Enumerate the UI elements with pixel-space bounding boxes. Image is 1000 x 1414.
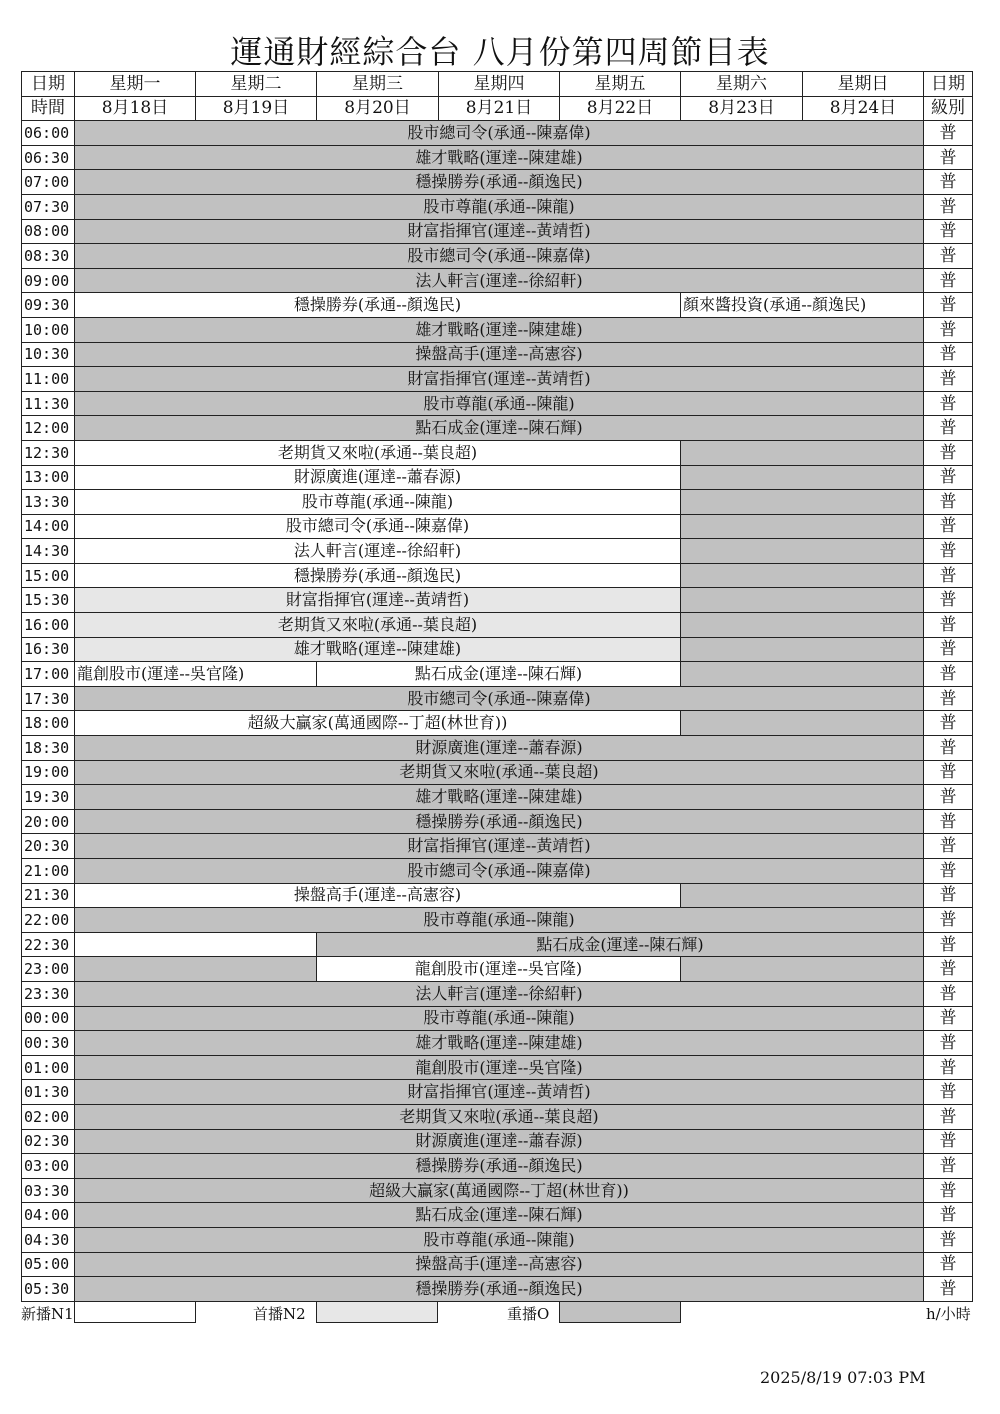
program-cell: [681, 588, 924, 613]
schedule-row: [22, 785, 973, 810]
time-slot: 01:00: [22, 1055, 75, 1080]
header-weekday-sun: 星期日: [803, 72, 924, 97]
rating-level: 普: [924, 1277, 973, 1302]
time-slot: 15:00: [22, 563, 75, 588]
schedule-row: [22, 760, 973, 785]
time-slot: 16:30: [22, 637, 75, 662]
program-cell: 財富指揮官(運達--黃靖哲): [75, 588, 681, 613]
schedule-row: [22, 1178, 973, 1203]
time-slot: 21:30: [22, 883, 75, 908]
program-cell: 股市總司令(承通--陳嘉偉): [75, 686, 924, 711]
program-cell: 股市尊龍(承通--陳龍): [75, 908, 924, 933]
time-slot: 08:00: [22, 219, 75, 244]
program-cell: 穩操勝券(承通--顏逸民): [75, 563, 681, 588]
rating-level: 普: [924, 1055, 973, 1080]
legend-rerun-label: 重播O: [507, 1305, 550, 1323]
time-slot: 03:30: [22, 1178, 75, 1203]
rating-level: 普: [924, 711, 973, 736]
time-slot: 18:30: [22, 736, 75, 761]
schedule-row: [22, 1104, 973, 1129]
rating-level: 普: [924, 809, 973, 834]
time-slot: 09:00: [22, 268, 75, 293]
schedule-row: [22, 367, 973, 392]
schedule-row: [22, 883, 973, 908]
time-slot: 09:30: [22, 293, 75, 318]
schedule-row: [22, 514, 973, 539]
time-slot: 07:30: [22, 194, 75, 219]
program-cell: [681, 711, 924, 736]
time-slot: 00:00: [22, 1006, 75, 1031]
time-slot: 21:00: [22, 859, 75, 884]
rating-level: 普: [924, 883, 973, 908]
rating-level: 普: [924, 145, 973, 170]
program-cell: 雄才戰略(運達--陳建雄): [75, 785, 924, 810]
time-slot: 12:00: [22, 416, 75, 441]
program-cell: 點石成金(運達--陳石輝): [317, 662, 681, 687]
program-cell: 雄才戰略(運達--陳建雄): [75, 637, 681, 662]
time-slot: 19:00: [22, 760, 75, 785]
header-date-thu: 8月21日: [439, 96, 560, 121]
time-slot: 06:00: [22, 121, 75, 146]
schedule-row: [22, 145, 973, 170]
rating-level: 普: [924, 1006, 973, 1031]
time-slot: 04:30: [22, 1227, 75, 1252]
time-slot: 05:30: [22, 1277, 75, 1302]
time-slot: 06:30: [22, 145, 75, 170]
time-slot: 16:00: [22, 613, 75, 638]
program-cell: 財富指揮官(運達--黃靖哲): [75, 834, 924, 859]
time-slot: 15:30: [22, 588, 75, 613]
time-slot: 22:00: [22, 908, 75, 933]
time-slot: 22:30: [22, 932, 75, 957]
program-cell: 財富指揮官(運達--黃靖哲): [75, 219, 924, 244]
schedule-row: [22, 1277, 973, 1302]
rating-level: 普: [924, 293, 973, 318]
print-timestamp: 2025/8/19 07:03 PM: [760, 1368, 926, 1387]
program-cell: [681, 957, 924, 982]
program-cell: 超級大贏家(萬通國際--丁超(林世育)): [75, 1178, 924, 1203]
program-cell: 股市尊龍(承通--陳龍): [75, 1006, 924, 1031]
rating-level: 普: [924, 440, 973, 465]
schedule-row: [22, 465, 973, 490]
program-cell: 法人軒言(運達--徐紹軒): [75, 268, 924, 293]
schedule-row: [22, 539, 973, 564]
header-weekday-tue: 星期二: [196, 72, 317, 97]
rating-level: 普: [924, 194, 973, 219]
program-cell: 老期貨又來啦(承通--葉良超): [75, 440, 681, 465]
time-slot: 10:00: [22, 317, 75, 342]
rating-level: 普: [924, 514, 973, 539]
program-cell: [681, 440, 924, 465]
rating-level: 普: [924, 932, 973, 957]
schedule-row: [22, 588, 973, 613]
schedule-row: [22, 244, 973, 269]
rating-level: 普: [924, 342, 973, 367]
program-cell: 股市總司令(承通--陳嘉偉): [75, 859, 924, 884]
rating-level: 普: [924, 834, 973, 859]
schedule-row: [22, 859, 973, 884]
program-cell: 龍創股市(運達--吳官隆): [317, 957, 681, 982]
rating-level: 普: [924, 1104, 973, 1129]
program-cell: 穩操勝券(承通--顏逸民): [75, 1277, 924, 1302]
schedule-row: [22, 440, 973, 465]
program-cell: [681, 514, 924, 539]
program-cell: 法人軒言(運達--徐紹軒): [75, 539, 681, 564]
time-slot: 02:00: [22, 1104, 75, 1129]
time-slot: 04:00: [22, 1203, 75, 1228]
rating-level: 普: [924, 588, 973, 613]
header-date-label: 日期: [22, 72, 75, 97]
rating-level: 普: [924, 563, 973, 588]
program-cell: 老期貨又來啦(承通--葉良超): [75, 1104, 924, 1129]
rating-level: 普: [924, 1203, 973, 1228]
program-cell: 穩操勝券(承通--顏逸民): [75, 809, 924, 834]
header-date-fri: 8月22日: [560, 96, 681, 121]
time-slot: 17:00: [22, 662, 75, 687]
rating-level: 普: [924, 416, 973, 441]
rating-level: 普: [924, 539, 973, 564]
program-cell: 老期貨又來啦(承通--葉良超): [75, 760, 924, 785]
time-slot: 20:00: [22, 809, 75, 834]
program-cell: 龍創股市(運達--吳官隆): [75, 662, 317, 687]
schedule-row: [22, 809, 973, 834]
rating-level: 普: [924, 637, 973, 662]
time-slot: 23:30: [22, 981, 75, 1006]
header-level-label: 級別: [924, 96, 973, 121]
schedule-row: [22, 391, 973, 416]
program-cell: 點石成金(運達--陳石輝): [75, 1203, 924, 1228]
header-weekday-fri: 星期五: [560, 72, 681, 97]
time-slot: 23:00: [22, 957, 75, 982]
rating-level: 普: [924, 121, 973, 146]
program-cell: 股市尊龍(承通--陳龍): [75, 194, 924, 219]
legend-premiere-swatch: [316, 1301, 438, 1323]
schedule-row: [22, 662, 973, 687]
time-slot: 00:30: [22, 1031, 75, 1056]
program-cell: [681, 613, 924, 638]
time-slot: 13:30: [22, 490, 75, 515]
header-weekday-sat: 星期六: [681, 72, 803, 97]
rating-level: 普: [924, 981, 973, 1006]
program-cell: 雄才戰略(運達--陳建雄): [75, 145, 924, 170]
schedule-table: [21, 71, 973, 1302]
legend-new-swatch: [74, 1301, 196, 1323]
rating-level: 普: [924, 490, 973, 515]
program-cell: 財源廣進(運達--蕭春源): [75, 736, 924, 761]
rating-level: 普: [924, 219, 973, 244]
time-slot: 19:30: [22, 785, 75, 810]
schedule-row: [22, 268, 973, 293]
rating-level: 普: [924, 1252, 973, 1277]
program-cell: 點石成金(運達--陳石輝): [75, 416, 924, 441]
program-cell: 股市尊龍(承通--陳龍): [75, 391, 924, 416]
page-title: 運通財經綜合台 八月份第四周節目表: [230, 33, 770, 71]
schedule-row: [22, 170, 973, 195]
program-cell: 老期貨又來啦(承通--葉良超): [75, 613, 681, 638]
time-slot: 02:30: [22, 1129, 75, 1154]
rating-level: 普: [924, 1080, 973, 1105]
schedule-row: [22, 1006, 973, 1031]
schedule-row: [22, 293, 973, 318]
program-cell: 操盤高手(運達--高憲容): [75, 1252, 924, 1277]
schedule-row: [22, 711, 973, 736]
program-cell: 財源廣進(運達--蕭春源): [75, 1129, 924, 1154]
schedule-row: [22, 1055, 973, 1080]
program-cell: 點石成金(運達--陳石輝): [317, 932, 924, 957]
time-slot: 03:00: [22, 1154, 75, 1179]
program-cell: 操盤高手(運達--高憲容): [75, 342, 924, 367]
time-slot: 18:00: [22, 711, 75, 736]
rating-level: 普: [924, 317, 973, 342]
schedule-row: [22, 121, 973, 146]
time-slot: 13:00: [22, 465, 75, 490]
rating-level: 普: [924, 686, 973, 711]
time-slot: 05:00: [22, 1252, 75, 1277]
program-cell: 財富指揮官(運達--黃靖哲): [75, 1080, 924, 1105]
program-cell: [75, 957, 317, 982]
program-cell: 財源廣進(運達--蕭春源): [75, 465, 681, 490]
program-cell: 超級大贏家(萬通國際--丁超(林世育)): [75, 711, 681, 736]
rating-level: 普: [924, 736, 973, 761]
rating-level: 普: [924, 908, 973, 933]
schedule-row: [22, 317, 973, 342]
legend-unit-label: h/小時: [926, 1305, 971, 1323]
header-date-tue: 8月19日: [196, 96, 317, 121]
schedule-row: [22, 981, 973, 1006]
program-cell: 股市總司令(承通--陳嘉偉): [75, 244, 924, 269]
schedule-row: [22, 834, 973, 859]
program-cell: [681, 563, 924, 588]
schedule-row: [22, 194, 973, 219]
rating-level: 普: [924, 465, 973, 490]
schedule-row: [22, 613, 973, 638]
program-cell: 財富指揮官(運達--黃靖哲): [75, 367, 924, 392]
program-cell: [681, 637, 924, 662]
program-cell: 操盤高手(運達--高憲容): [75, 883, 681, 908]
rating-level: 普: [924, 1031, 973, 1056]
rating-level: 普: [924, 244, 973, 269]
schedule-row: [22, 219, 973, 244]
program-cell: 穩操勝券(承通--顏逸民): [75, 293, 681, 318]
program-cell: 股市總司令(承通--陳嘉偉): [75, 121, 924, 146]
rating-level: 普: [924, 391, 973, 416]
header-date-label-right: 日期: [924, 72, 973, 97]
time-slot: 17:30: [22, 686, 75, 711]
rating-level: 普: [924, 367, 973, 392]
time-slot: 14:30: [22, 539, 75, 564]
time-slot: 14:00: [22, 514, 75, 539]
schedule-row: [22, 1203, 973, 1228]
rating-level: 普: [924, 957, 973, 982]
schedule-row: [22, 563, 973, 588]
program-cell: 股市總司令(承通--陳嘉偉): [75, 514, 681, 539]
program-cell: [681, 539, 924, 564]
header-date-wed: 8月20日: [317, 96, 439, 121]
program-cell: 雄才戰略(運達--陳建雄): [75, 317, 924, 342]
rating-level: 普: [924, 859, 973, 884]
header-weekday-mon: 星期一: [75, 72, 196, 97]
time-slot: 12:30: [22, 440, 75, 465]
schedule-row: [22, 490, 973, 515]
schedule-row: [22, 736, 973, 761]
program-cell: [681, 883, 924, 908]
schedule-row: [22, 686, 973, 711]
rating-level: 普: [924, 760, 973, 785]
program-cell: [681, 465, 924, 490]
schedule-row: [22, 342, 973, 367]
program-cell: 龍創股市(運達--吳官隆): [75, 1055, 924, 1080]
rating-level: 普: [924, 662, 973, 687]
rating-level: 普: [924, 1178, 973, 1203]
legend: [21, 1301, 972, 1325]
schedule-row: [22, 637, 973, 662]
schedule-row: [22, 416, 973, 441]
time-slot: 07:00: [22, 170, 75, 195]
schedule-row: [22, 1129, 973, 1154]
program-cell: [681, 662, 924, 687]
schedule-row: [22, 1227, 973, 1252]
legend-rerun-swatch: [559, 1301, 681, 1323]
program-cell: 穩操勝券(承通--顏逸民): [75, 170, 924, 195]
schedule-row: [22, 1080, 973, 1105]
rating-level: 普: [924, 268, 973, 293]
header-row-date: [22, 96, 973, 121]
schedule-row: [22, 1031, 973, 1056]
header-date-sun: 8月24日: [803, 96, 924, 121]
rating-level: 普: [924, 170, 973, 195]
program-cell: 股市尊龍(承通--陳龍): [75, 490, 681, 515]
legend-new-label: 新播N1: [21, 1305, 74, 1323]
time-slot: 11:00: [22, 367, 75, 392]
program-cell: 股市尊龍(承通--陳龍): [75, 1227, 924, 1252]
schedule-row: [22, 1154, 973, 1179]
program-cell: 顏來醬投資(承通--顏逸民): [681, 293, 924, 318]
schedule-body: [22, 72, 973, 1302]
rating-level: 普: [924, 613, 973, 638]
header-time-label: 時間: [22, 96, 75, 121]
time-slot: 01:30: [22, 1080, 75, 1105]
program-cell: 法人軒言(運達--徐紹軒): [75, 981, 924, 1006]
program-cell: [75, 932, 317, 957]
rating-level: 普: [924, 785, 973, 810]
header-date-sat: 8月23日: [681, 96, 803, 121]
schedule-row: [22, 957, 973, 982]
rating-level: 普: [924, 1154, 973, 1179]
time-slot: 11:30: [22, 391, 75, 416]
time-slot: 10:30: [22, 342, 75, 367]
header-weekday-wed: 星期三: [317, 72, 439, 97]
program-cell: 穩操勝券(承通--顏逸民): [75, 1154, 924, 1179]
schedule-row: [22, 1252, 973, 1277]
program-cell: 雄才戰略(運達--陳建雄): [75, 1031, 924, 1056]
legend-premiere-label: 首播N2: [253, 1305, 306, 1323]
schedule-row: [22, 932, 973, 957]
rating-level: 普: [924, 1227, 973, 1252]
header-row-weekday: [22, 72, 973, 97]
header-date-mon: 8月18日: [75, 96, 196, 121]
header-weekday-thu: 星期四: [439, 72, 560, 97]
time-slot: 20:30: [22, 834, 75, 859]
schedule-row: [22, 908, 973, 933]
program-cell: [681, 490, 924, 515]
rating-level: 普: [924, 1129, 973, 1154]
time-slot: 08:30: [22, 244, 75, 269]
